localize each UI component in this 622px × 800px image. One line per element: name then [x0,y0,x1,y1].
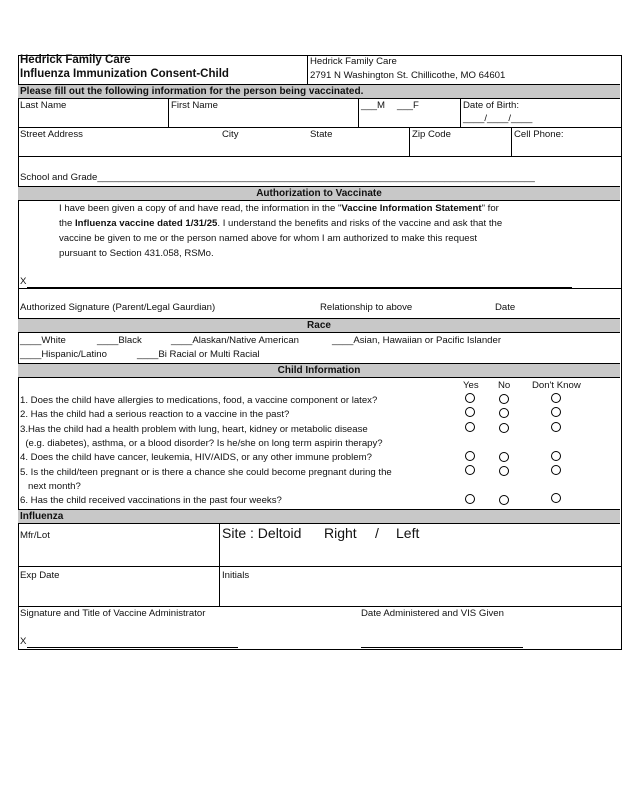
state-field[interactable]: State [310,129,333,140]
site-left-option[interactable]: Left [396,525,420,541]
street-address-field[interactable]: Street Address [20,129,83,140]
dob-field[interactable]: ____/____/____ [463,113,533,124]
date-administered-line[interactable] [361,647,523,648]
relationship-label: Relationship to above [320,302,413,313]
race-alaskan-option[interactable]: ____Alaskan/Native American [171,335,299,346]
race-asian-option[interactable]: ____Asian, Hawaiian or Pacific Islander [332,335,502,346]
q1-dk-radio[interactable] [551,393,561,403]
auth-line-1: I have been given a copy of and have read, the information in the "Vaccine Information Statement" for [59,203,499,214]
instructions-bar: Please fill out the following information for the person being vaccinated. [18,84,620,99]
q6-yes-radio[interactable] [465,494,475,504]
clinic-name: Hedrick Family Care [310,56,397,67]
date-administered-label: Date Administered and VIS Given [361,608,504,619]
influenza-bar: Influenza [18,509,620,524]
auth-date-label: Date [495,302,516,313]
site-slash: / [375,525,379,541]
child-info-bar: Child Information [18,363,620,378]
administrator-signature-label: Signature and Title of Vaccine Administrator [20,608,206,619]
race-biracial-option[interactable]: ____Bi Racial or Multi Racial [137,349,260,360]
question-2: 2. Has the child had a serious reaction to a vaccine in the past? [20,409,290,420]
org-name: Hedrick Family Care [20,54,131,66]
q6-dk-radio[interactable] [551,493,561,503]
initials-field[interactable]: Initials [222,570,250,581]
q4-no-radio[interactable] [499,452,509,462]
col-dont-know: Don't Know [532,380,581,391]
first-name-field[interactable]: First Name [171,100,218,111]
site-right-option[interactable]: Right [324,525,357,541]
q2-no-radio[interactable] [499,408,509,418]
q4-yes-radio[interactable] [465,451,475,461]
col-yes: Yes [463,380,479,391]
auth-line-2: the Influenza vaccine dated 1/31/25. I understand the benefits and risks of the vaccine and ask that the [59,218,503,229]
question-1: 1. Does the child have allergies to medications, food, a vaccine component or latex? [20,395,378,406]
question-3: 3.Has the child had a health problem with lung, heart, kidney or metabolic disease [20,424,368,435]
q5-no-radio[interactable] [499,466,509,476]
mfr-lot-field[interactable]: Mfr/Lot [20,530,50,541]
q2-dk-radio[interactable] [551,407,561,417]
auth-line-3: vaccine be given to me or the person named above for whom I am authorized to make this request [59,233,478,244]
site-deltoid-label: Site : Deltoid [222,525,302,541]
question-6: 6. Has the child received vaccinations in the past four weeks? [20,495,282,506]
q4-dk-radio[interactable] [551,451,561,461]
q5-dk-radio[interactable] [551,465,561,475]
auth-signature-label: Authorized Signature (Parent/Legal Gaurdian) [20,302,216,313]
exp-date-field[interactable]: Exp Date [20,570,60,581]
sex-female-option[interactable]: ___F [397,100,419,111]
race-hispanic-option[interactable]: ____Hispanic/Latino [20,349,107,360]
q5-yes-radio[interactable] [465,465,475,475]
q3-no-radio[interactable] [499,423,509,433]
school-grade-field[interactable]: School and Grade__________________________________________________________________________________ [20,172,535,183]
cell-phone-field[interactable]: Cell Phone: [514,129,564,140]
sex-male-option[interactable]: ___M [361,100,385,111]
auth-line-4: pursuant to Section 431.058, RSMo. [59,248,214,259]
q1-no-radio[interactable] [499,394,509,404]
question-4: 4. Does the child have cancer, leukemia, HIV/AIDS, or any other immune problem? [20,452,372,463]
q3-dk-radio[interactable] [551,422,561,432]
authorization-bar: Authorization to Vaccinate [18,186,620,201]
q6-no-radio[interactable] [499,495,509,505]
q3-yes-radio[interactable] [465,422,475,432]
dob-label: Date of Birth: [463,100,519,111]
race-white-option[interactable]: ____White [20,335,66,346]
col-no: No [498,380,511,391]
q2-yes-radio[interactable] [465,407,475,417]
admin-x-mark: X [20,636,27,647]
clinic-address: 2791 N Washington St. Chillicothe, MO 64601 [310,70,506,81]
question-5: 5. Is the child/teen pregnant or is there a chance she could become pregnant during the [20,467,392,478]
admin-signature-line[interactable] [27,647,238,648]
city-field[interactable]: City [222,129,239,140]
race-black-option[interactable]: ____Black [97,335,142,346]
q1-yes-radio[interactable] [465,393,475,403]
race-bar: Race [18,318,620,333]
signature-x-mark: X [20,276,27,287]
question-3-cont: (e.g. diabetes), asthma, or a blood disorder? Is he/she on long term aspirin therapy? [20,438,383,449]
form-title: Influenza Immunization Consent-Child [20,68,229,80]
question-5-cont: next month? [20,481,81,492]
zip-field[interactable]: Zip Code [412,129,451,140]
last-name-field[interactable]: Last Name [20,100,67,111]
